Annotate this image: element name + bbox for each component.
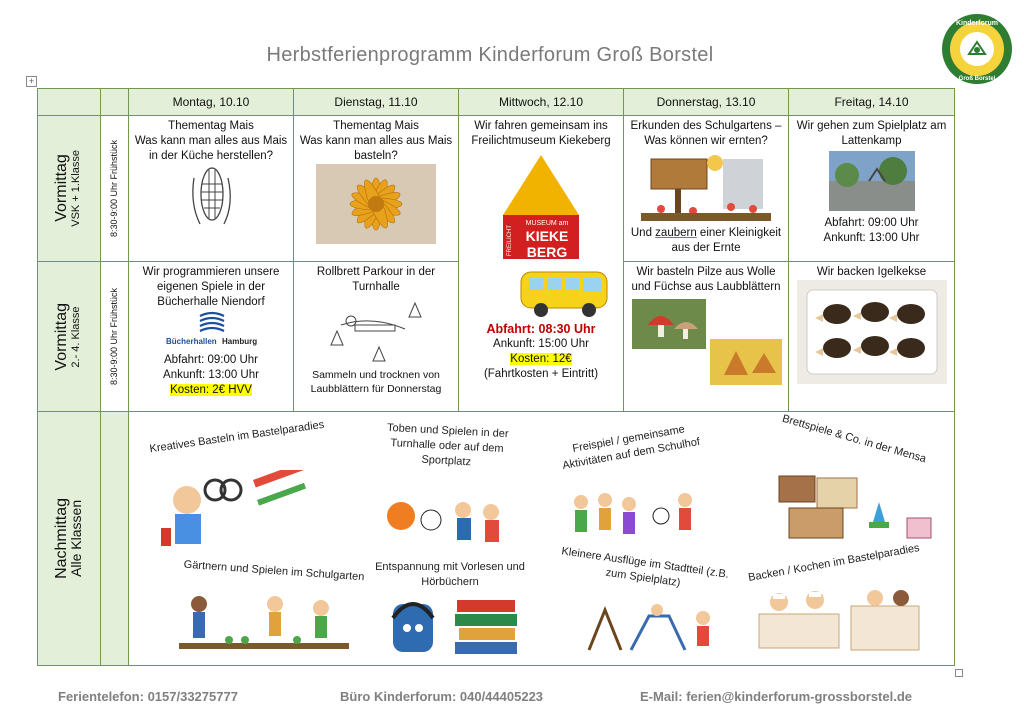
svg-text:MUSEUM am: MUSEUM am	[525, 220, 569, 227]
table-move-handle[interactable]: +	[26, 76, 37, 87]
activity-toben: Toben und Spielen in der Turnhalle oder auf dem Sportplatz	[386, 421, 509, 469]
buecherhallen-logo	[156, 310, 266, 348]
craft-kids-icon	[157, 470, 327, 550]
schedule-table	[37, 88, 955, 666]
activity-brettspiele: Brettspiele & Co. in der Mensa	[780, 412, 928, 466]
day-header-wednesday: Mittwoch, 12.10	[459, 89, 624, 116]
cell-wednesday-trip: Wir fahren gemeinsam ins Freilichtmuseum Kiekeberg FREILICHT MUSEUM am KIEKE BERG Abfahrt: 08:30 Uhr Ankunft: 15:00 Uhr Kosten: 12€ (Fahrtkosten + Eintritt)	[459, 116, 624, 412]
row-time-1: 8:30-9:00 Uhr Frühstück	[101, 116, 129, 262]
svg-text:Bücherhallen: Bücherhallen	[166, 337, 217, 346]
audiobook-books-icon	[385, 590, 525, 660]
rollbrett-sketch-icon	[311, 295, 441, 363]
row-label-vormittag-1: Vormittag VSK + 1.Klasse	[38, 116, 101, 262]
svg-text:KIEKE: KIEKE	[525, 228, 569, 244]
corner-cell	[38, 89, 101, 116]
cell-friday-morning-1: Wir gehen zum Spielplatz am Lattenkamp Abfahrt: 09:00 Uhr Ankunft: 13:00 Uhr	[789, 116, 955, 262]
corn-flower-image	[316, 164, 436, 244]
cell-friday-morning-2: Wir backen Igelkekse	[789, 262, 955, 412]
board-games-icon	[769, 468, 939, 548]
row-label-nachmittag: Nachmittag Alle Klassen	[38, 412, 101, 666]
playground-trip-icon	[579, 596, 729, 656]
row-time-3	[101, 412, 129, 666]
day-header-friday: Freitag, 14.10	[789, 89, 955, 116]
gardening-kids-icon	[179, 590, 349, 656]
corn-drawing-icon	[176, 164, 246, 230]
svg-text:Groß Borstel: Groß Borstel	[958, 76, 996, 82]
svg-text:FREILICHT: FREILICHT	[507, 224, 513, 256]
footer-phone: Ferientelefon: 0157/33275777	[58, 689, 238, 704]
footer-email: E-Mail: ferien@kinderforum-grossborstel.de	[640, 689, 912, 704]
activity-basteln: Kreatives Basteln im Bastelparadies	[148, 418, 325, 456]
svg-text:Kinderforum: Kinderforum	[956, 20, 998, 27]
activity-entspannung: Entspannung mit Vorlesen und Hörbüchern	[375, 561, 525, 588]
garden-sign-image	[641, 149, 771, 221]
cell-thursday-morning-2: Wir basteln Pilze aus Wolle und Füchse aus Laubblättern	[624, 262, 789, 412]
hedgehog-cookies-photo	[797, 280, 947, 384]
day-header-tuesday: Dienstag, 11.10	[294, 89, 459, 116]
activity-ausfluege: Kleinere Ausflüge im Stadtteil (z.B. zum Spielplatz)	[560, 545, 730, 590]
svg-text:BERG: BERG	[526, 244, 568, 260]
corner-cell-2	[101, 89, 129, 116]
activity-gaertnern: Gärtnern und Spielen im Schulgarten	[183, 558, 365, 584]
playground-photo	[829, 151, 915, 211]
row-time-2: 8:30-9:00 Uhr Frühstück	[101, 262, 129, 412]
kiekeberg-museum-sign	[501, 153, 581, 263]
table-resize-handle[interactable]	[955, 669, 963, 677]
row-label-vormittag-2: Vormittag 2.- 4. Klasse	[38, 262, 101, 412]
activity-backen: Backen / Kochen im Bastelparadies	[747, 542, 921, 584]
cell-tuesday-morning-2: Rollbrett Parkour in der Turnhalle Sammeln und trocknen von Laubblättern für Donnerstag	[294, 262, 459, 412]
day-header-monday: Montag, 10.10	[129, 89, 294, 116]
sports-balls-icon	[379, 488, 509, 548]
schoolyard-kids-icon	[565, 486, 715, 546]
school-bus-icon	[517, 262, 617, 322]
kinderforum-logo	[940, 12, 1014, 86]
footer-office: Büro Kinderforum: 040/44405223	[340, 689, 544, 704]
cell-afternoon-activities	[129, 412, 955, 666]
svg-text:Hamburg: Hamburg	[222, 337, 258, 346]
cell-monday-morning-1: Thementag Mais Was kann man alles aus Mais in der Küche herstellen?	[129, 116, 294, 262]
activity-freispiel: Freispiel / gemeinsame Aktivitäten auf dem Schulhof	[561, 423, 701, 472]
cell-thursday-morning-1: Erkunden des Schulgartens – Was können wir ernten? Und zaubern einer Kleinigkeit aus der Ernte	[624, 116, 789, 262]
cell-tuesday-morning-1: Thementag Mais Was kann man alles aus Mais basteln?	[294, 116, 459, 262]
mushroom-craft-images	[628, 295, 784, 387]
cell-monday-morning-2: Wir programmieren unsere eigenen Spiele in der Bücherhalle Niendorf Bücherhallen Hamburg Abfahrt: 09:00 Uhr Ankunft: 13:00 Uhr Kosten: 2€ HVV	[129, 262, 294, 412]
page-title: Herbstferienprogramm Kinderforum Groß Borstel	[266, 44, 714, 66]
baking-kids-icon	[755, 584, 925, 656]
day-header-thursday: Donnerstag, 13.10	[624, 89, 789, 116]
